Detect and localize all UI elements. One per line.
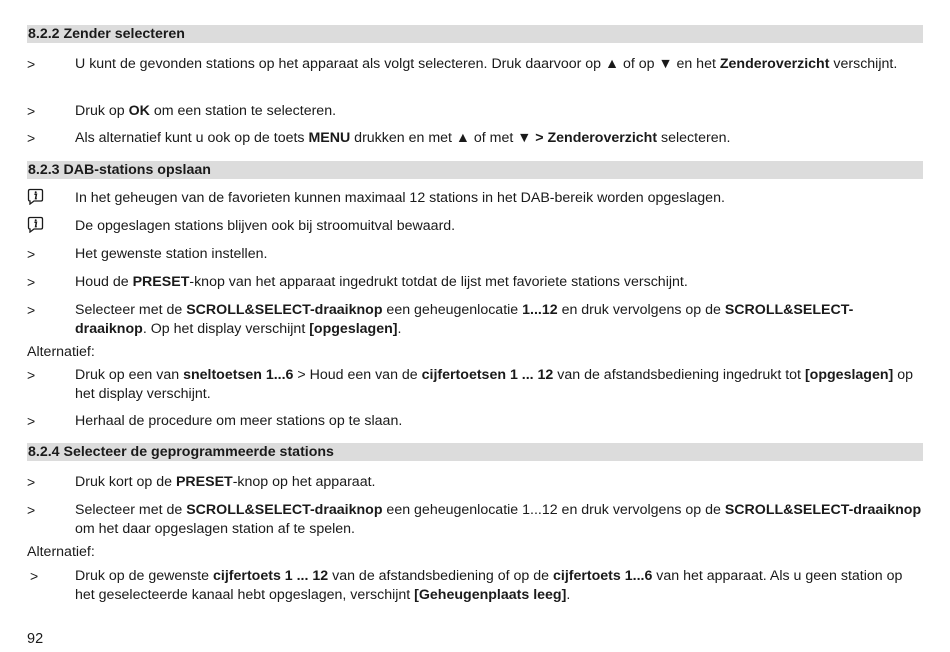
item-text: Druk op een van sneltoetsen 1...6 > Houd een van de cijfertoetsen 1 ... 12 van de afstandsbediening ingedrukt tot [opgeslagen] op het display verschijnt. <box>75 367 913 402</box>
alternative-label: Alternatief: <box>27 344 95 360</box>
bullet-chevron: > <box>27 302 36 318</box>
bullet-chevron: > <box>27 246 36 262</box>
item-text: Herhaal de procedure om meer stations op te slaan. <box>75 413 403 429</box>
page-number: 92 <box>27 631 44 647</box>
alternative-label: Alternatief: <box>27 544 95 560</box>
bullet-chevron: > <box>27 274 36 290</box>
item-text: Druk op OK om een station te selecteren. <box>75 103 337 119</box>
bullet-chevron: > <box>27 367 36 383</box>
bullet-chevron: > <box>27 103 36 119</box>
section-heading-8-2-2: 8.2.2 Zender selecteren <box>27 25 923 43</box>
note-text: In het geheugen van de favorieten kunnen maximaal 12 stations in het DAB-bereik worden opgeslagen. <box>75 190 725 206</box>
section-heading-8-2-4: 8.2.4 Selecteer de geprogrammeerde stations <box>27 443 923 461</box>
bullet-chevron: > <box>27 502 36 518</box>
info-icon <box>27 189 57 212</box>
info-icon <box>27 217 57 240</box>
note-text: De opgeslagen stations blijven ook bij stroomuitval bewaard. <box>75 218 456 234</box>
item-text: Het gewenste station instellen. <box>75 246 268 262</box>
item-text: Selecteer met de SCROLL&SELECT-draaiknop een geheugenlocatie 1...12 en druk vervolgens op de SCROLL&SELECT-draaiknop om het daar opgeslagen station af te spelen. <box>75 502 922 537</box>
item-text: Druk op de gewenste cijfertoets 1 ... 12 van de afstandsbediening of op de cijfertoets 1...6 van het apparaat. Als u geen station op het geselecteerde kanaal hebt opgeslagen, verschijnt [Geheugenplaats leeg]. <box>75 568 903 603</box>
bullet-chevron: > <box>27 130 36 146</box>
bullet-chevron: > <box>27 56 36 72</box>
section-heading-8-2-3: 8.2.3 DAB-stations opslaan <box>27 161 923 179</box>
item-text: Als alternatief kunt u ook op de toets MENU drukken en met ▲ of met ▼ > Zenderoverzicht selecteren. <box>75 130 731 146</box>
item-text: Houd de PRESET-knop van het apparaat ingedrukt totdat de lijst met favoriete stations verschijnt. <box>75 274 688 290</box>
bullet-chevron: > <box>27 474 36 490</box>
item-text: Selecteer met de SCROLL&SELECT-draaiknop een geheugenlocatie 1...12 en druk vervolgens op de SCROLL&SELECT-draaiknop. Op het display verschijnt [opgeslagen]. <box>75 302 854 337</box>
item-text: U kunt de gevonden stations op het apparaat als volgt selecteren. Druk daarvoor op ▲ of op ▼ en het Zenderoverzicht verschijnt. <box>75 56 898 72</box>
item-text: Druk kort op de PRESET-knop op het apparaat. <box>75 474 376 490</box>
bullet-chevron: > <box>30 568 39 584</box>
bullet-chevron: > <box>27 413 36 429</box>
